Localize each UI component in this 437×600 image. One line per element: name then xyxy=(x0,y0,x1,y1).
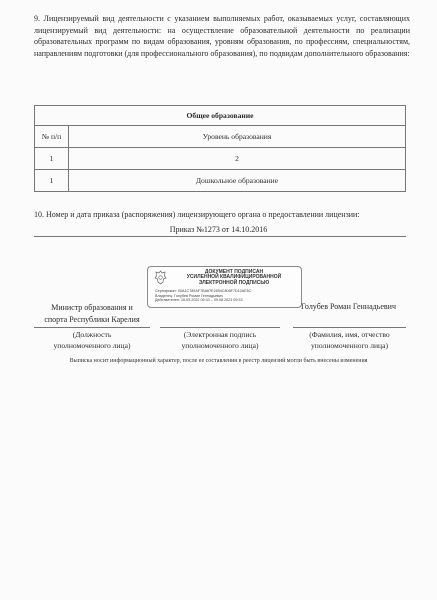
table-cell: 1 xyxy=(35,148,69,170)
column-header-number: № п/п xyxy=(35,126,69,148)
table-cell: 2 xyxy=(69,148,406,170)
signature-line xyxy=(160,327,280,328)
order-number: Приказ №1273 от 14.10.2016 xyxy=(169,225,268,234)
position-signature-line xyxy=(34,327,150,328)
stamp-owner: Владелец: Голубев Роман Геннадьевич xyxy=(155,293,223,298)
signer-name: Голубев Роман Геннадьевич xyxy=(301,302,396,311)
education-levels-table xyxy=(34,105,406,192)
table-section-title: Общее образование xyxy=(35,106,406,126)
stamp-title: ДОКУМЕНТ ПОДПИСАН УСИЛЕННОЙ КВАЛИФИЦИРОВАННОЙ ЭЛЕКТРОННОЙ ПОДПИСЬЮ xyxy=(186,269,282,286)
footnote: Выписка носит информационный характер, после ее составления в реестр лицензий могли быть внесены изменения xyxy=(69,358,368,364)
stamp-certificate: Сертификат: 00A1C789AF7BA67E2894C808F7D12AE5C xyxy=(155,289,252,293)
table-row xyxy=(35,148,406,170)
caption-position: (Должность уполномоченного лица) xyxy=(53,330,131,350)
signer-position: Министр образования и спорта Республики Карелия xyxy=(44,303,140,324)
table-row xyxy=(35,170,406,192)
caption-name: (Фамилия, имя, отчество уполномоченного лица) xyxy=(309,330,390,350)
name-signature-line xyxy=(293,327,406,328)
section-10-text: 10. Номер и дата приказа (распоряжения) лицензирующего органа о предоставлении лицензии: xyxy=(34,210,360,219)
table-cell: Дошкольное образование xyxy=(69,170,406,192)
column-header-level: Уровень образования xyxy=(69,126,406,148)
order-underline xyxy=(34,236,406,237)
stamp-validity: Действителен: 16.05.2022 09:33 – 09.08.2023 09:33 xyxy=(155,298,243,302)
caption-signature: (Электронная подпись уполномоченного лица) xyxy=(181,330,259,350)
section-9-text: 9. Лицензируемый вид деятельности с указанием выполняемых работ, оказываемых услуг, составляющих лицензируемый вид деятельности: на осуществление образовательной деятельности по реализации образовательных программ по видам образования, уровням образования, по профессиям, специальностям, направлениям подготовки (для профессионального образования), по подвидам дополнительного образования: xyxy=(34,14,410,58)
electronic-signature-stamp xyxy=(147,266,302,308)
table-header-row xyxy=(35,126,406,148)
coat-of-arms-icon xyxy=(154,270,167,285)
table-cell: 1 xyxy=(35,170,69,192)
